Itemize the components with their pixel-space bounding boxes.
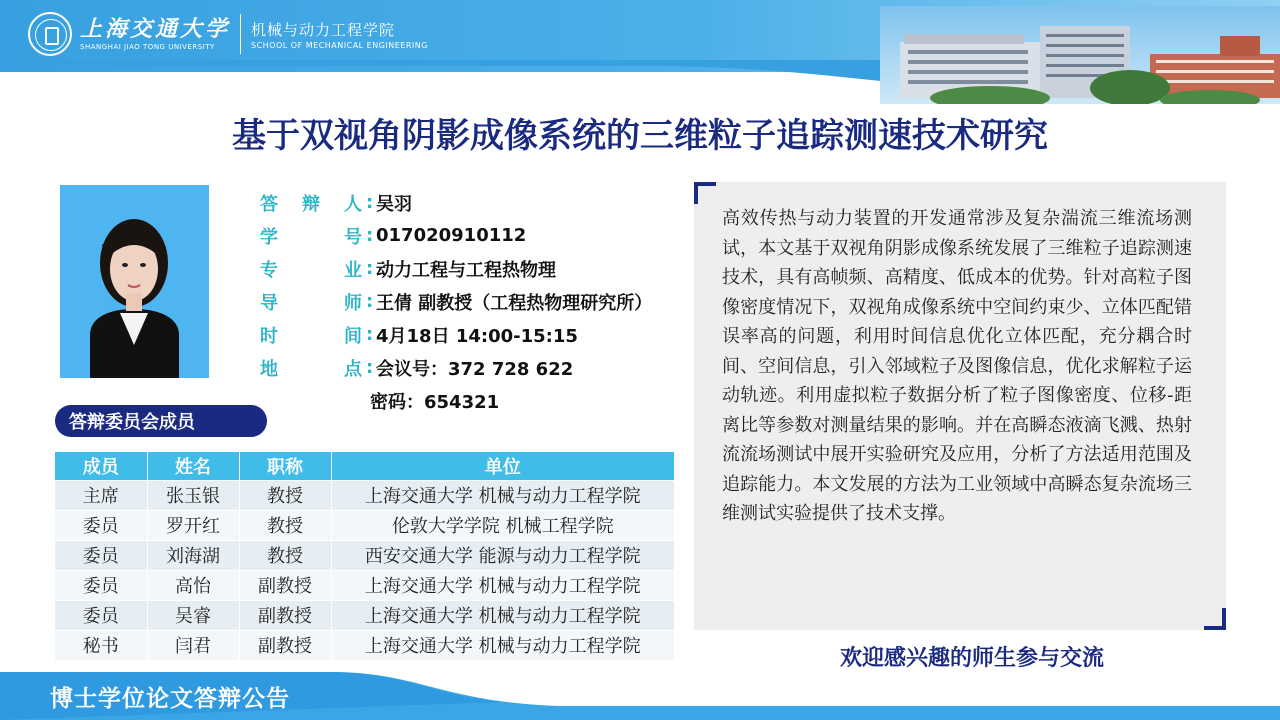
column-header: 姓名	[147, 452, 239, 480]
table-row: 委员 刘海湖 教授 西安交通大学 能源与动力工程学院	[55, 540, 675, 570]
major: 动力工程与工程热物理	[376, 259, 556, 281]
header-banner	[0, 0, 1280, 110]
defense-time: 4月18日 14:00-15:15	[376, 325, 578, 347]
university-name-en: SHANGHAI JIAO TONG UNIVERSITY	[80, 43, 215, 51]
corner-bracket-bottom-right	[1204, 608, 1226, 630]
info-row-defender: 答 辩 人 : 吴羽	[260, 186, 652, 219]
column-header: 职称	[239, 452, 331, 480]
footer-title: 博士学位论文答辩公告	[50, 685, 290, 712]
university-name-cn: 上海交通大学	[80, 16, 231, 42]
table-row: 主席 张玉银 教授 上海交通大学 机械与动力工程学院	[55, 480, 675, 510]
meeting-id: 会议号：372 728 622	[376, 358, 574, 380]
info-row-advisor: 导 师 : 王倩 副教授（工程热物理研究所）	[260, 285, 652, 318]
info-row-time: 时 间 : 4月18日 14:00-15:15	[260, 318, 652, 351]
logo-divider	[240, 14, 241, 54]
defender-name: 吴羽	[376, 193, 412, 215]
table-row: 秘书 闫君 副教授 上海交通大学 机械与动力工程学院	[55, 630, 675, 660]
info-row-location: 地 点 : 会议号：372 728 622	[260, 351, 652, 384]
committee-table	[55, 452, 675, 660]
candidate-info	[260, 186, 652, 417]
university-logo	[28, 12, 428, 56]
corner-bracket-top-left	[694, 182, 716, 204]
table-row: 委员 罗开红 教授 伦敦大学学院 机械工程学院	[55, 510, 675, 540]
student-id: 017020910112	[376, 225, 527, 246]
column-header: 成员	[55, 452, 147, 480]
column-header: 单位	[331, 452, 675, 480]
meeting-password: 密码：654321	[370, 391, 500, 413]
table-row: 委员 高怡 副教授 上海交通大学 机械与动力工程学院	[55, 570, 675, 600]
table-header-row	[55, 452, 675, 480]
candidate-photo	[60, 185, 209, 378]
info-row-major: 专 业 : 动力工程与工程热物理	[260, 252, 652, 285]
campus-building-image	[880, 6, 1280, 104]
advisor: 王倩 副教授（工程热物理研究所）	[376, 292, 653, 314]
school-name-cn: 机械与动力工程学院	[251, 20, 396, 39]
welcome-message: 欢迎感兴趣的师生参与交流	[839, 646, 1104, 671]
university-emblem-icon	[28, 12, 72, 56]
table-row: 委员 吴睿 副教授 上海交通大学 机械与动力工程学院	[55, 600, 675, 630]
abstract-text: 高效传热与动力装置的开发通常涉及复杂湍流三维流场测试，本文基于双视角阴影成像系统发展了三维粒子追踪测速技术，具有高帧频、高精度、低成本的优势。针对高粒子图像密度情况下，双视角成像系统中空间约束少、立体匹配错误率高的问题，利用时间信息优化立体匹配，充分耦合时间、空间信息，引入邻域粒子及图像信息，优化求解粒子运动轨迹。利用虚拟粒子数据分析了粒子图像密度、位移-距离比等参数对测量结果的影响。并在高瞬态液滴飞溅、热射流流场测试中展开实验研究及应用，分析了方法适用范围及追踪能力。本文发展的方法为工业领域中高瞬态复杂流场三维测试实验提供了技术支撑。	[722, 208, 1192, 524]
committee-heading: 答辩委员会成员	[55, 405, 267, 437]
page-title: 基于双视角阴影成像系统的三维粒子追踪测速技术研究	[232, 116, 1048, 156]
school-name-en: SCHOOL OF MECHANICAL ENGINEERING	[251, 40, 428, 50]
info-row-student-id: 学 号 : 017020910112	[260, 225, 527, 248]
